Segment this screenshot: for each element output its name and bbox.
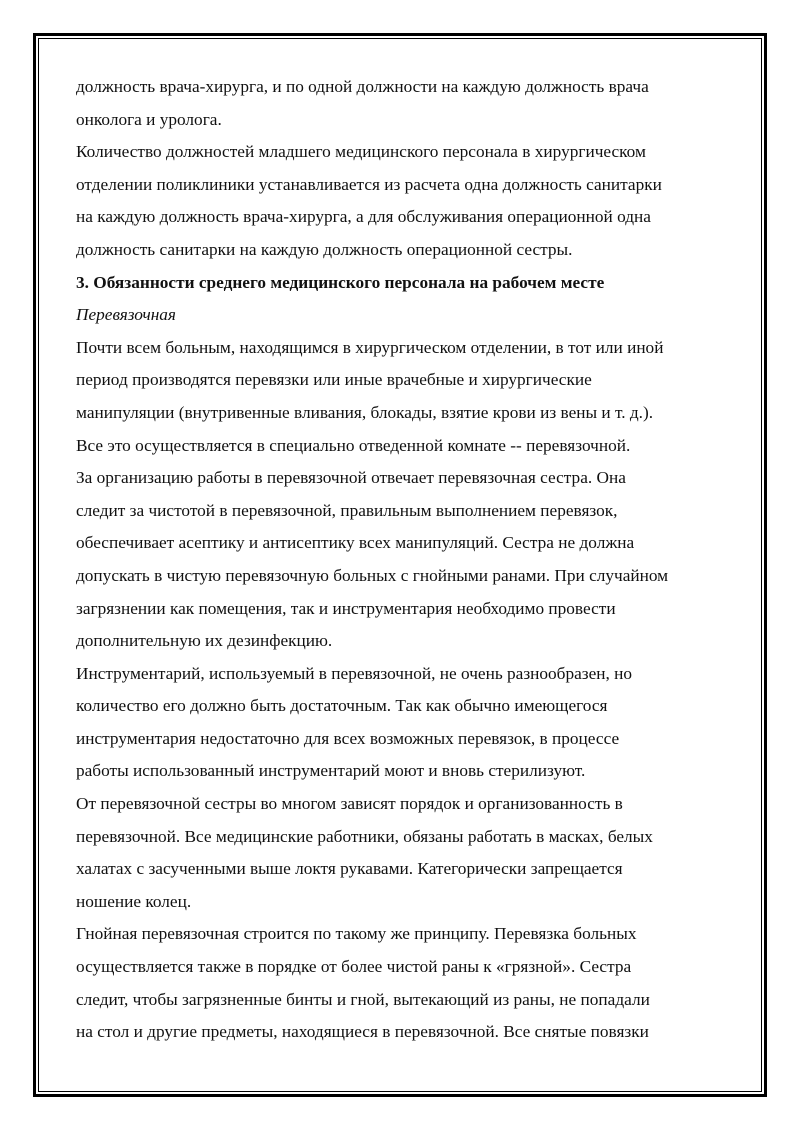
section-heading: 3. Обязанности среднего медицинского персонала на рабочем месте [76,272,605,292]
document-body [76,71,736,1049]
text-line: следит за чистотой в перевязочной, правильным выполнением перевязок, [76,500,618,520]
text-line: обеспечивает асептику и антисептику всех манипуляций. Сестра не должна [76,533,635,553]
text-line: онколога и уролога. [76,109,222,129]
text-line: халатах с засученными выше локтя рукавами. Категорически запрещается [76,859,623,879]
text-line: перевязочной. Все медицинские работники, обязаны работать в масках, белых [76,826,653,846]
text-line: осуществляется также в порядке от более чистой раны к «грязной». Сестра [76,957,632,977]
text-line: Количество должностей младшего медицинского персонала в хирургическом [76,142,646,162]
text-line: допускать в чистую перевязочную больных с гнойными ранами. При случайном [76,565,669,585]
text-line: период производятся перевязки или иные врачебные и хирургические [76,370,592,390]
section-subheading: Перевязочная [76,305,176,325]
text-line: должность врача-хирурга, и по одной должности на каждую должность врача [76,77,649,96]
text-line: отделении поликлиники устанавливается из расчета одна должность санитарки [76,174,662,194]
text-line: количество его должно быть достаточным. Так как обычно имеющегося [76,696,608,716]
text-line: Почти всем больным, находящимся в хирургическом отделении, в тот или иной [76,337,664,357]
text-line: Все это осуществляется в специально отведенной комнате -- перевязочной. [76,435,631,455]
text-line: на стол и другие предметы, находящиеся в перевязочной. Все снятые повязки [76,1022,649,1042]
text-line: Гнойная перевязочная строится по такому же принципу. Перевязка больных [76,924,637,944]
text-line: следит, чтобы загрязненные бинты и гной, вытекающий из раны, не попадали [76,989,650,1009]
text-line: должность санитарки на каждую должность операционной сестры. [76,239,573,259]
text-line: дополнительную их дезинфекцию. [76,631,333,651]
text-line: ношение колец. [76,891,192,911]
text-line: работы использованный инструментарий моют и вновь стерилизуют. [76,761,586,781]
text-line: манипуляции (внутривенные вливания, блокады, взятие крови из вены и т. д.). [76,402,654,422]
text-line: загрязнении как помещения, так и инструментария необходимо провести [76,598,616,618]
text-line: на каждую должность врача-хирурга, а для обслуживания операционной одна [76,207,651,227]
text-line: За организацию работы в перевязочной отвечает перевязочная сестра. Она [76,468,626,488]
text-line: Инструментарий, используемый в перевязочной, не очень разнообразен, но [76,663,633,683]
text-line: От перевязочной сестры во многом зависят порядок и организованность в [76,794,623,814]
text-line: инструментария недостаточно для всех возможных перевязок, в процессе [76,728,620,748]
